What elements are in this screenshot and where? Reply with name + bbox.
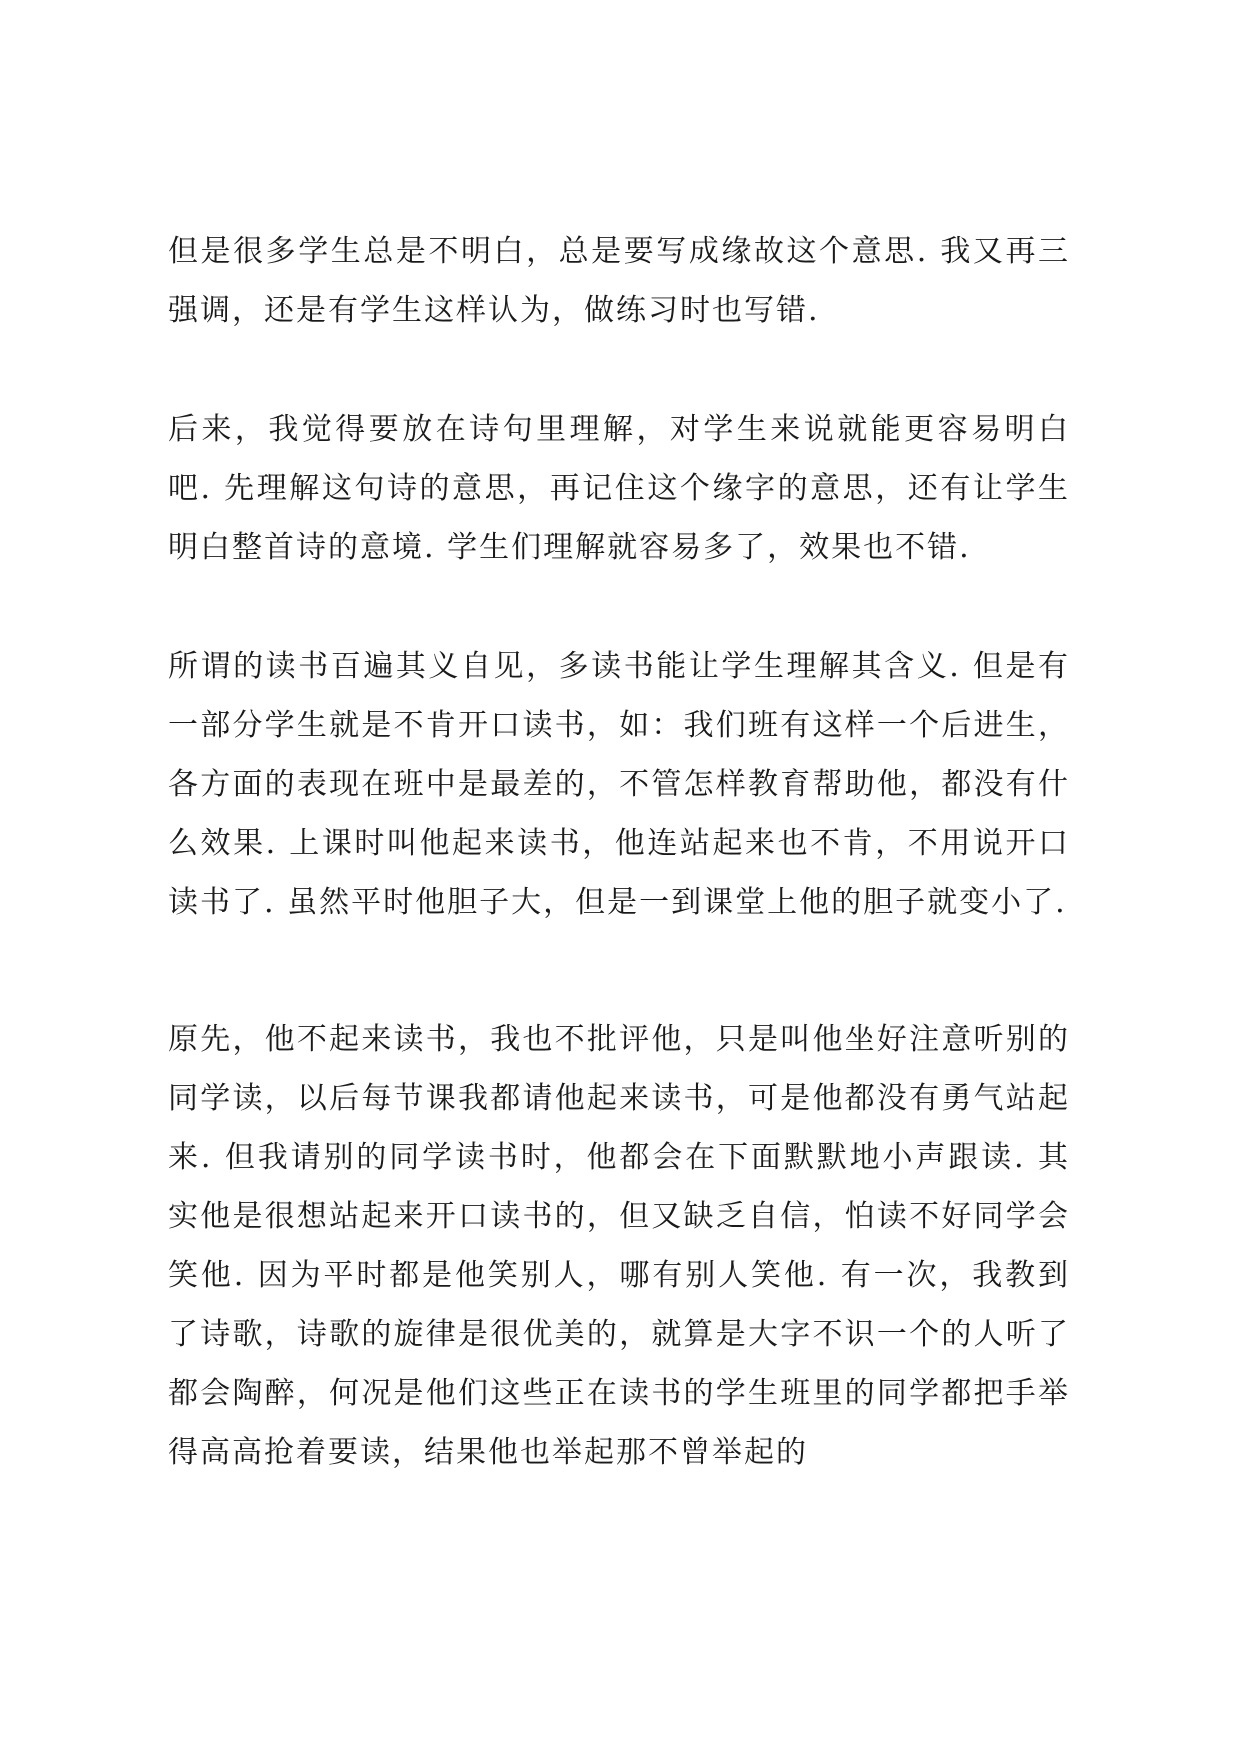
document-body: [168, 222, 1070, 1482]
paragraph-1: 但是很多学生总是不明白，总是要写成缘故这个意思. 我又再三强调，还是有学生这样认为，做练习时也写错.: [168, 234, 1070, 328]
paragraph-2: 后来，我觉得要放在诗句里理解，对学生来说就能更容易明白吧. 先理解这句诗的意思，再记住这个缘字的意思，还有让学生明白整首诗的意境. 学生们理解就容易多了，效果也不错.: [168, 412, 1070, 565]
paragraph-4: 原先，他不起来读书，我也不批评他，只是叫他坐好注意听别的同学读，以后每节课我都请他起来读书，可是他都没有勇气站起来. 但我请别的同学读书时，他都会在下面默默地小声跟读. 其实他是很想站起来开口读书的，但又缺乏自信，怕读不好同学会笑他. 因为平时都是他笑别人，哪有别人笑他. 有一次，我教到了诗歌，诗歌的旋律是很优美的，就算是大字不识一个的人听了都会陶醉，何况是他们这些正在读书的学生班里的同学都把手举得高高抢着要读，结果他也举起那不曾举起的: [168, 1022, 1070, 1470]
paragraph-3: 所谓的读书百遍其义自见，多读书能让学生理解其含义. 但是有一部分学生就是不肯开口读书，如：我们班有这样一个后进生，各方面的表现在班中是最差的，不管怎样教育帮助他，都没有什么效果. 上课时叫他起来读书，他连站起来也不肯，不用说开口读书了. 虽然平时他胆子大，但是一到课堂上他的胆子就变小了.: [168, 649, 1070, 920]
